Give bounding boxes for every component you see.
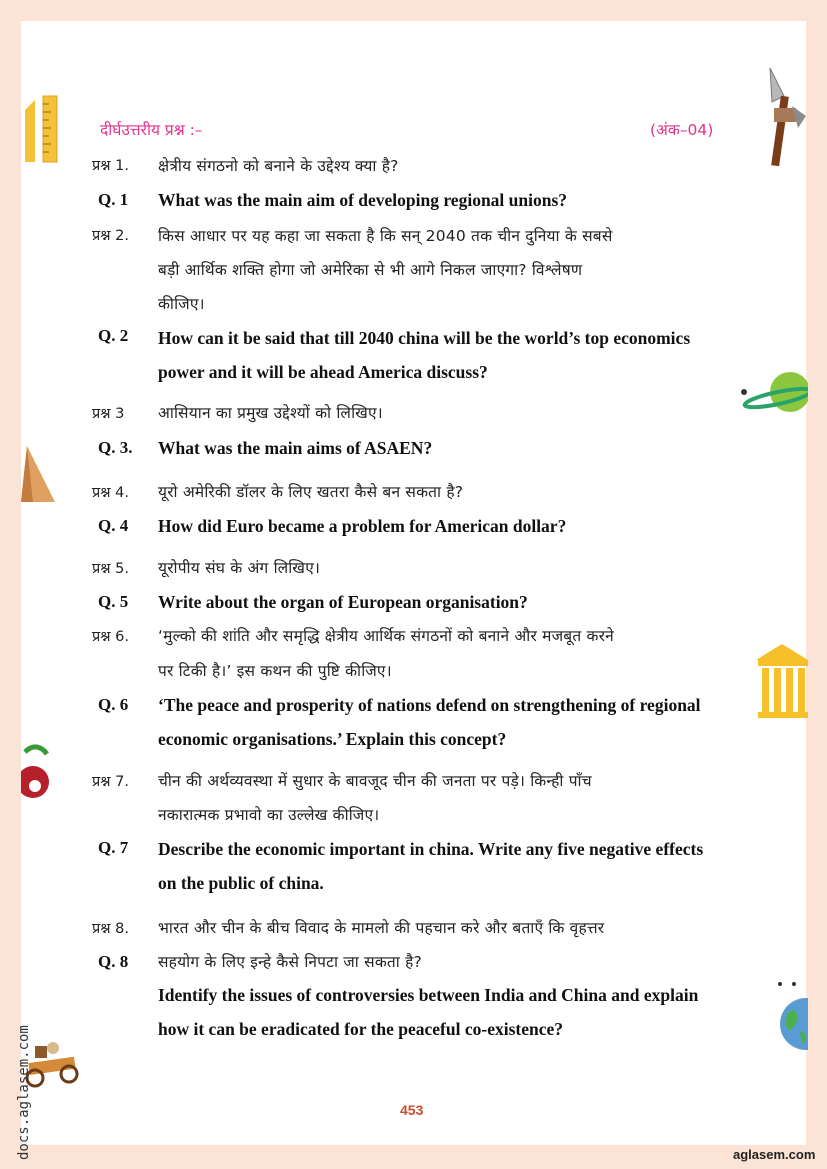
question-2-hi-label: प्रश्न 2.	[92, 228, 129, 244]
question-5-hi-line-1: यूरोपीय संघ के अंग लिखिए।	[158, 559, 321, 577]
question-2-en-line-2: power and it will be ahead America discuss?	[158, 362, 488, 382]
apple-icon	[21, 742, 51, 812]
question-6-hi-label: प्रश्न 6.	[92, 629, 129, 645]
ruler-icon	[21, 92, 63, 170]
planet-icon	[738, 370, 808, 420]
page-number: 453	[400, 1102, 424, 1118]
question-7-en-label: Q. 7	[98, 838, 129, 857]
question-2-hi-line-1: किस आधार पर यह कहा जा सकता है कि सन् 2040 तक चीन दुनिया के सबसे	[158, 227, 613, 245]
question-2-hi-line-2: बड़ी आर्थिक शक्ति होगा जो अमेरिका से भी आगे निकल जाएगा? विश्लेषण	[158, 261, 583, 279]
question-4-en-label: Q. 4	[98, 516, 129, 535]
marks-label: (अंक–04)	[650, 121, 714, 139]
question-3-en-label: Q. 3.	[98, 438, 133, 457]
question-5-en-line-1: Write about the organ of European organisation?	[158, 592, 528, 612]
question-7-en-line-2: on the public of china.	[158, 873, 324, 893]
question-1-hi-line-1: क्षेत्रीय संगठनो को बनाने के उद्देश्य क्या है?	[158, 157, 399, 175]
question-4-en-line-1: How did Euro became a problem for American dollar?	[158, 516, 567, 536]
question-2-hi-line-3: कीजिए।	[158, 295, 205, 313]
temple-icon	[756, 642, 808, 724]
pyramid-icon	[21, 444, 55, 508]
question-8-en-line-1: Identify the issues of controversies between India and China and explain	[158, 985, 699, 1005]
question-8-hi-line-1: भारत और चीन के बीच विवाद के मामलो की पहचान करे और बताएँ कि वृहत्तर	[158, 919, 605, 937]
question-2-en-line-1: How can it be said that till 2040 china will be the world’s top economics	[158, 328, 691, 348]
question-8-hi-label: प्रश्न 8.	[92, 921, 129, 937]
question-7-hi-label: प्रश्न 7.	[92, 774, 129, 790]
question-1-en-line-1: What was the main aim of developing regional unions?	[158, 190, 568, 210]
question-8-en-line-2: how it can be eradicated for the peaceful co-existence?	[158, 1019, 563, 1039]
question-6-hi-line-1: ‘मुल्को की शांति और समृद्धि क्षेत्रीय आर्थिक संगठनों को बनाने और मजबूत करने	[158, 627, 614, 645]
brand-link[interactable]: aglasem.com	[733, 1147, 816, 1162]
question-4-hi-label: प्रश्न 4.	[92, 485, 129, 501]
question-4-hi-line-1: यूरो अमेरिकी डॉलर के लिए खतरा कैसे बन सकता है?	[158, 483, 464, 501]
stone-axe-icon	[762, 66, 808, 172]
question-3-hi-label: प्रश्न 3	[92, 406, 125, 422]
question-5-hi-label: प्रश्न 5.	[92, 561, 129, 577]
question-6-en-label: Q. 6	[98, 695, 129, 714]
question-8-hi-line-2: सहयोग के लिए इन्हे कैसे निपटा जा सकता है?	[158, 953, 422, 971]
question-7-en-line-1: Describe the economic important in china. Write any five negative effects	[158, 839, 704, 859]
question-6-en-line-1: ‘The peace and prosperity of nations defend on strengthening of regional	[158, 695, 701, 715]
question-6-hi-line-2: पर टिकी है।’ इस कथन की पुष्टि कीजिए।	[158, 662, 392, 680]
question-1-en-label: Q. 1	[98, 190, 129, 209]
question-6-en-line-2: economic organisations.’ Explain this concept?	[158, 729, 507, 749]
question-3-en-line-1: What was the main aims of ASAEN?	[158, 438, 433, 458]
question-3-hi-line-1: आसियान का प्रमुख उद्देश्यों को लिखिए।	[158, 404, 383, 422]
question-2-en-label: Q. 2	[98, 326, 129, 345]
globe-icon	[774, 978, 808, 1058]
question-7-hi-line-1: चीन की अर्थव्यवस्था में सुधार के बावजूद चीन की जनता पर पड़े। किन्ही पाँच	[158, 772, 592, 790]
question-8-en-label: Q. 8	[98, 952, 129, 971]
question-1-hi-label: प्रश्न 1.	[92, 158, 129, 174]
question-5-en-label: Q. 5	[98, 592, 129, 611]
section-title: दीर्घउत्तरीय प्रश्न :–	[100, 121, 203, 139]
side-watermark: docs.aglasem.com	[16, 1025, 32, 1160]
question-7-hi-line-2: नकारात्मक प्रभावो का उल्लेख कीजिए।	[158, 806, 380, 824]
